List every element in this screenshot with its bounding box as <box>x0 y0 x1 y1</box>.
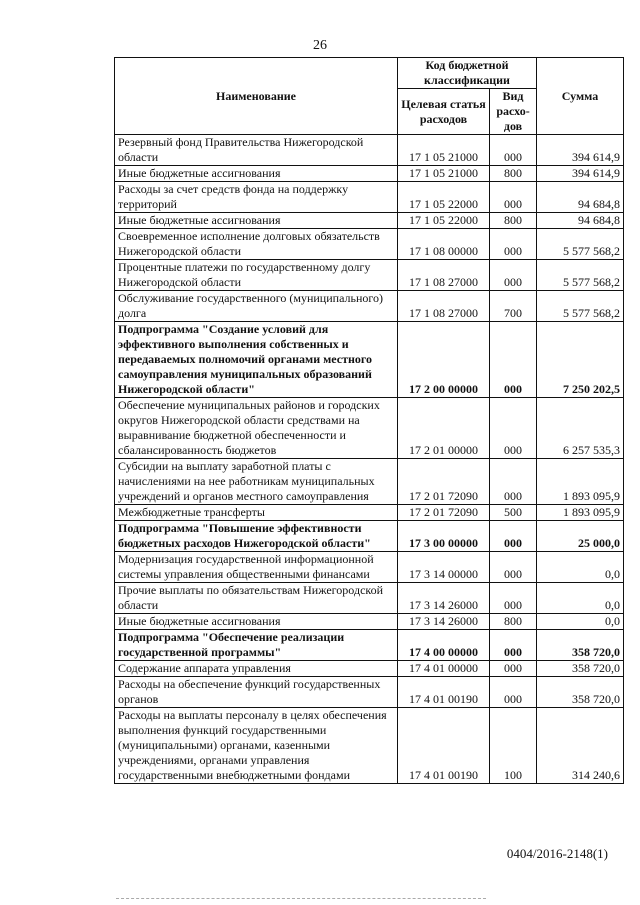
table-row <box>115 182 624 213</box>
table-row <box>115 677 624 708</box>
row-name: Подпрограмма "Повышение эффективности бюджетных расходов Нижегородской области" <box>115 521 398 552</box>
table-body <box>115 135 624 784</box>
table-row <box>115 398 624 459</box>
row-sum: 314 240,6 <box>537 708 624 784</box>
row-code: 17 2 01 00000 <box>398 398 490 459</box>
table-row <box>115 505 624 521</box>
table-row <box>115 166 624 182</box>
header-sum: Сумма <box>537 58 624 135</box>
row-sum: 394 614,9 <box>537 166 624 182</box>
table-row <box>115 260 624 291</box>
table-row <box>115 614 624 630</box>
row-name: Расходы на обеспечение функций государственных органов <box>115 677 398 708</box>
row-name: Подпрограмма "Обеспечение реализации государственной программы" <box>115 630 398 661</box>
row-kind: 000 <box>490 260 537 291</box>
row-name: Субсидии на выплату заработной платы с начислениями на нее работникам муниципальных учреждений и органов местного самоуправления <box>115 459 398 505</box>
row-sum: 1 893 095,9 <box>537 505 624 521</box>
row-sum: 94 684,8 <box>537 182 624 213</box>
row-code: 17 3 14 00000 <box>398 552 490 583</box>
row-code: 17 2 00 00000 <box>398 322 490 398</box>
table-row <box>115 322 624 398</box>
row-kind: 000 <box>490 552 537 583</box>
table-row <box>115 213 624 229</box>
row-sum: 358 720,0 <box>537 630 624 661</box>
row-name: Иные бюджетные ассигнования <box>115 213 398 229</box>
row-sum: 5 577 568,2 <box>537 260 624 291</box>
row-name: Межбюджетные трансферты <box>115 505 398 521</box>
table-row <box>115 521 624 552</box>
row-code: 17 1 08 00000 <box>398 229 490 260</box>
footer-divider <box>116 898 486 899</box>
row-code: 17 4 01 00190 <box>398 708 490 784</box>
row-name: Своевременное исполнение долговых обязательств Нижегородской области <box>115 229 398 260</box>
row-kind: 000 <box>490 677 537 708</box>
row-code: 17 1 05 22000 <box>398 182 490 213</box>
row-name: Содержание аппарата управления <box>115 661 398 677</box>
row-sum: 5 577 568,2 <box>537 229 624 260</box>
header-code-group: Код бюджетной классификации <box>398 58 537 89</box>
table-row <box>115 583 624 614</box>
row-code: 17 3 14 26000 <box>398 614 490 630</box>
row-sum: 0,0 <box>537 583 624 614</box>
table-row <box>115 708 624 784</box>
row-sum: 1 893 095,9 <box>537 459 624 505</box>
row-kind: 000 <box>490 322 537 398</box>
row-kind: 000 <box>490 459 537 505</box>
row-sum: 358 720,0 <box>537 677 624 708</box>
row-code: 17 2 01 72090 <box>398 505 490 521</box>
table-row <box>115 552 624 583</box>
row-kind: 000 <box>490 583 537 614</box>
row-code: 17 4 01 00000 <box>398 661 490 677</box>
row-code: 17 3 00 00000 <box>398 521 490 552</box>
row-sum: 7 250 202,5 <box>537 322 624 398</box>
row-sum: 358 720,0 <box>537 661 624 677</box>
row-name: Иные бюджетные ассигнования <box>115 166 398 182</box>
row-sum: 6 257 535,3 <box>537 398 624 459</box>
row-kind: 000 <box>490 521 537 552</box>
row-sum: 0,0 <box>537 552 624 583</box>
table-row <box>115 229 624 260</box>
row-code: 17 1 05 21000 <box>398 135 490 166</box>
row-code: 17 3 14 26000 <box>398 583 490 614</box>
row-name: Расходы на выплаты персоналу в целях обеспечения выполнения функций государственными (муниципальными) органами, казенными учреждениями, органами управления государственными внебюджетными фондами <box>115 708 398 784</box>
row-code: 17 1 05 21000 <box>398 166 490 182</box>
document-number: 0404/2016-2148(1) <box>506 846 608 861</box>
table-row <box>115 459 624 505</box>
header-expense-type: Вид расхо-дов <box>490 89 537 135</box>
table-row <box>115 135 624 166</box>
row-kind: 000 <box>490 661 537 677</box>
row-kind: 000 <box>490 630 537 661</box>
row-kind: 000 <box>490 229 537 260</box>
row-sum: 0,0 <box>537 614 624 630</box>
row-sum: 94 684,8 <box>537 213 624 229</box>
row-code: 17 4 00 00000 <box>398 630 490 661</box>
row-sum: 25 000,0 <box>537 521 624 552</box>
row-sum: 5 577 568,2 <box>537 291 624 322</box>
row-kind: 000 <box>490 135 537 166</box>
row-name: Иные бюджетные ассигнования <box>115 614 398 630</box>
table-header <box>115 58 624 135</box>
row-kind: 000 <box>490 182 537 213</box>
table-row <box>115 291 624 322</box>
row-name: Расходы за счет средств фонда на поддержку территорий <box>115 182 398 213</box>
header-target-article: Целевая статья расходов <box>398 89 490 135</box>
table-row <box>115 630 624 661</box>
row-kind: 500 <box>490 505 537 521</box>
row-code: 17 1 08 27000 <box>398 291 490 322</box>
row-code: 17 4 01 00190 <box>398 677 490 708</box>
row-kind: 800 <box>490 614 537 630</box>
row-name: Модернизация государственной информационной системы управления общественными финансами <box>115 552 398 583</box>
row-code: 17 2 01 72090 <box>398 459 490 505</box>
row-kind: 000 <box>490 398 537 459</box>
row-sum: 394 614,9 <box>537 135 624 166</box>
budget-table <box>114 57 624 784</box>
row-name: Процентные платежи по государственному долгу Нижегородской области <box>115 260 398 291</box>
row-name: Обеспечение муниципальных районов и городских округов Нижегородской области средствами на выравнивание бюджетной обеспеченности и сбалансированность бюджетов <box>115 398 398 459</box>
row-name: Подпрограмма "Создание условий для эффективного выполнения собственных и передаваемых полномочий органами местного самоуправления муниципальных образований Нижегородской области" <box>115 322 398 398</box>
page-number: 26 <box>313 38 327 53</box>
header-name: Наименование <box>115 58 398 135</box>
table-row <box>115 661 624 677</box>
row-name: Резервный фонд Правительства Нижегородской области <box>115 135 398 166</box>
row-kind: 800 <box>490 166 537 182</box>
row-code: 17 1 05 22000 <box>398 213 490 229</box>
row-kind: 700 <box>490 291 537 322</box>
row-name: Прочие выплаты по обязательствам Нижегородской области <box>115 583 398 614</box>
row-code: 17 1 08 27000 <box>398 260 490 291</box>
row-kind: 100 <box>490 708 537 784</box>
row-kind: 800 <box>490 213 537 229</box>
row-name: Обслуживание государственного (муниципального) долга <box>115 291 398 322</box>
